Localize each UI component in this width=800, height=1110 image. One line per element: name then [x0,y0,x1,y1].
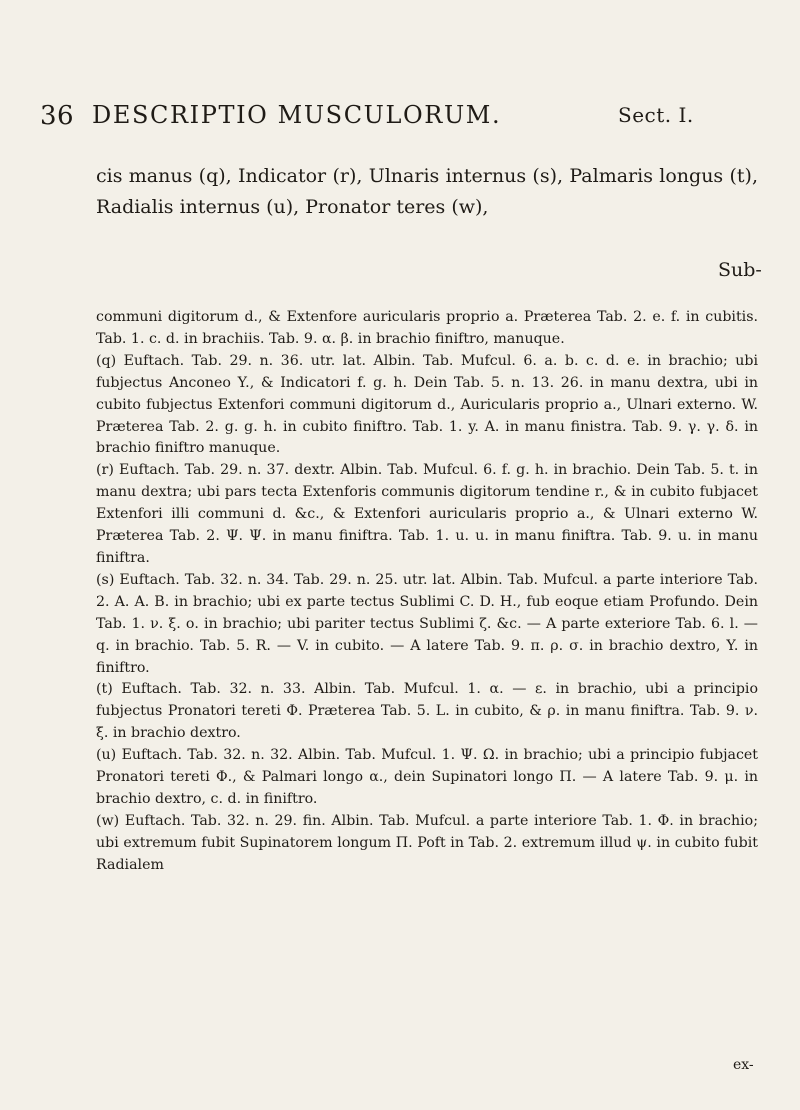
footnote-q: (q) Euftach. Tab. 29. n. 36. utr. lat. Albin. Tab. Mufcul. 6. a. b. c. d. e. in brachio; ubi fubjectus Anconeo Y., & Indicatori f. g. h. Dein Tab. 5. n. 13. 26. in manu dextra, ubi in cubito fubjectus Extenfori communi digitorum d., Auricularis proprio a., Ulnari externo. W. Præterea Tab. 2. g. g. h. in cubito finiftro. Tab. 1. y. A. in manu finistra. Tab. 9. γ. γ. δ. in brachio finiftro manuque. [96,352,758,457]
footer-catchword: ex- [733,1057,754,1073]
footnotes [96,307,758,877]
footnote-r: (r) Euftach. Tab. 29. n. 37. dextr. Albin. Tab. Mufcul. 6. f. g. h. in brachio. Dein Tab. 5. t. in manu dextra; ubi pars tecta Extenforis communis digitorum tendine r., & in cubito fubjacet Extenfori illi communi d. &c., & Extenfori auricularis proprio a., & Ulnari externo W. Præterea Tab. 2. Ψ. Ψ. in manu finiftra. Tab. 1. u. u. in manu finiftra. Tab. 9. u. in manu finiftra. [96,462,758,566]
page-header [40,101,760,137]
page-number: 36 [40,101,75,131]
footnote-w: (w) Euftach. Tab. 32. n. 29. fin. Albin. Tab. Mufcul. a parte interiore Tab. 1. Φ. in brachio; ubi extremum fubit Supinatorem longum Π. Poft in Tab. 2. extremum illud ψ. in cubito fubit Radialem [96,812,758,873]
main-text-paragraph: cis manus (q), Indicator (r), Ulnaris internus (s), Palmaris longus (t), Radialis internus (u), Pronator teres (w), [96,165,758,218]
running-title: DESCRIPTIO MUSCULORUM. [92,101,502,129]
footnote-continuation: communi digitorum d., & Extenfore auricularis proprio a. Præterea Tab. 2. e. f. in cubitis. Tab. 1. c. d. in brachiis. Tab. 9. α. β. in brachio finiftro, manuque. [96,309,758,347]
footnote-u: (u) Euftach. Tab. 32. n. 32. Albin. Tab. Mufcul. 1. Ψ. Ω. in brachio; ubi a principio fubjacet Pronatori tereti Φ., & Palmari longo α., dein Supinatori longo Π. — A latere Tab. 9. μ. in brachio dextro, c. d. in finiftro. [96,747,758,807]
footnote-s: (s) Euftach. Tab. 32. n. 34. Tab. 29. n. 25. utr. lat. Albin. Tab. Mufcul. a parte interiore Tab. 2. A. A. B. in brachio; ubi ex parte tectus Sublimi C. D. H., fub eoque etiam Profundo. Dein Tab. 1. ν. ξ. ο. in brachio; ubi pariter tectus Sublimi ζ. &c. — A parte exteriore Tab. 6. l. — q. in brachio. Tab. 5. R. — V. in cubito. — A latere Tab. 9. π. ρ. σ. in brachio dextro, Y. in finiftro. [96,571,758,676]
section-label: Sect. I. [618,103,694,127]
footnote-t: (t) Euftach. Tab. 32. n. 33. Albin. Tab. Mufcul. 1. α. — ε. in brachio, ubi a principio fubjectus Pronatori tereti Φ. Præterea Tab. 5. L. in cubito, & ρ. in manu finiftra. Tab. 9. ν. ξ. in brachio dextro. [96,681,758,742]
catchword: Sub- [718,259,762,281]
